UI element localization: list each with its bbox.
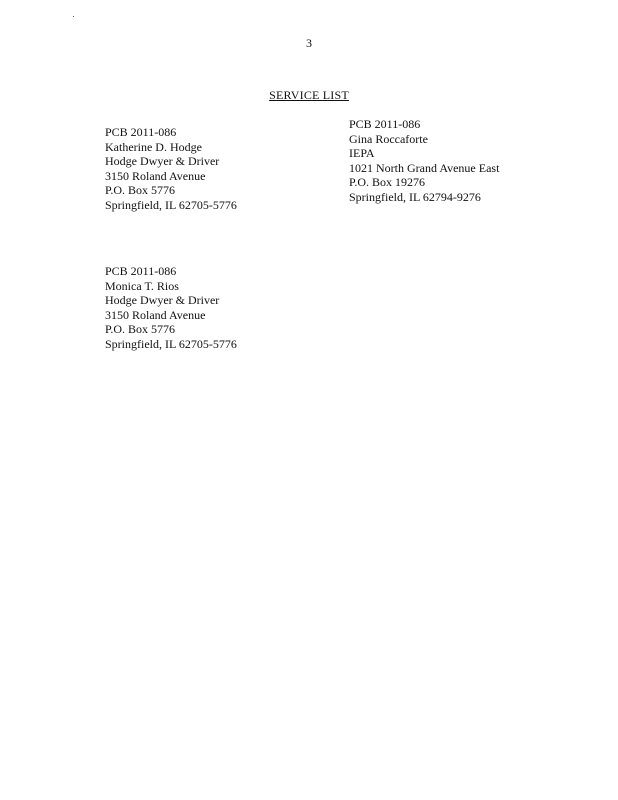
recipient-street: 3150 Roland Avenue: [105, 307, 206, 322]
recipient-name: Gina Roccaforte: [349, 131, 428, 146]
service-list-title: SERVICE LIST: [269, 88, 349, 102]
recipient-street: 1021 North Grand Avenue East: [349, 160, 500, 175]
recipient-block-hodge: [105, 125, 237, 212]
recipient-block-rios: [105, 264, 237, 351]
recipient-city: Springfield, IL 62705-5776: [105, 336, 237, 351]
recipient-name: Katherine D. Hodge: [105, 139, 202, 154]
recipient-block-roccaforte: [349, 117, 499, 204]
recipient-organization: Hodge Dwyer & Driver: [105, 293, 220, 307]
case-number: PCB 2011-086: [349, 117, 421, 131]
recipient-street: 3150 Roland Avenue: [105, 168, 206, 183]
recipient-organization: Hodge Dwyer & Driver: [105, 154, 220, 168]
recipient-name: Monica T. Rios: [105, 278, 179, 293]
case-number: PCB 2011-086: [105, 125, 177, 139]
recipient-po-box: P.O. Box 5776: [105, 183, 176, 197]
scan-mark: [73, 16, 74, 17]
recipient-city: Springfield, IL 62794-9276: [349, 189, 481, 204]
recipient-organization: IEPA: [349, 146, 375, 160]
recipient-city: Springfield, IL 62705-5776: [105, 197, 237, 212]
recipient-po-box: P.O. Box 19276: [349, 175, 426, 189]
case-number: PCB 2011-086: [105, 264, 177, 278]
recipient-po-box: P.O. Box 5776: [105, 322, 176, 336]
page-number: 3: [306, 36, 312, 50]
